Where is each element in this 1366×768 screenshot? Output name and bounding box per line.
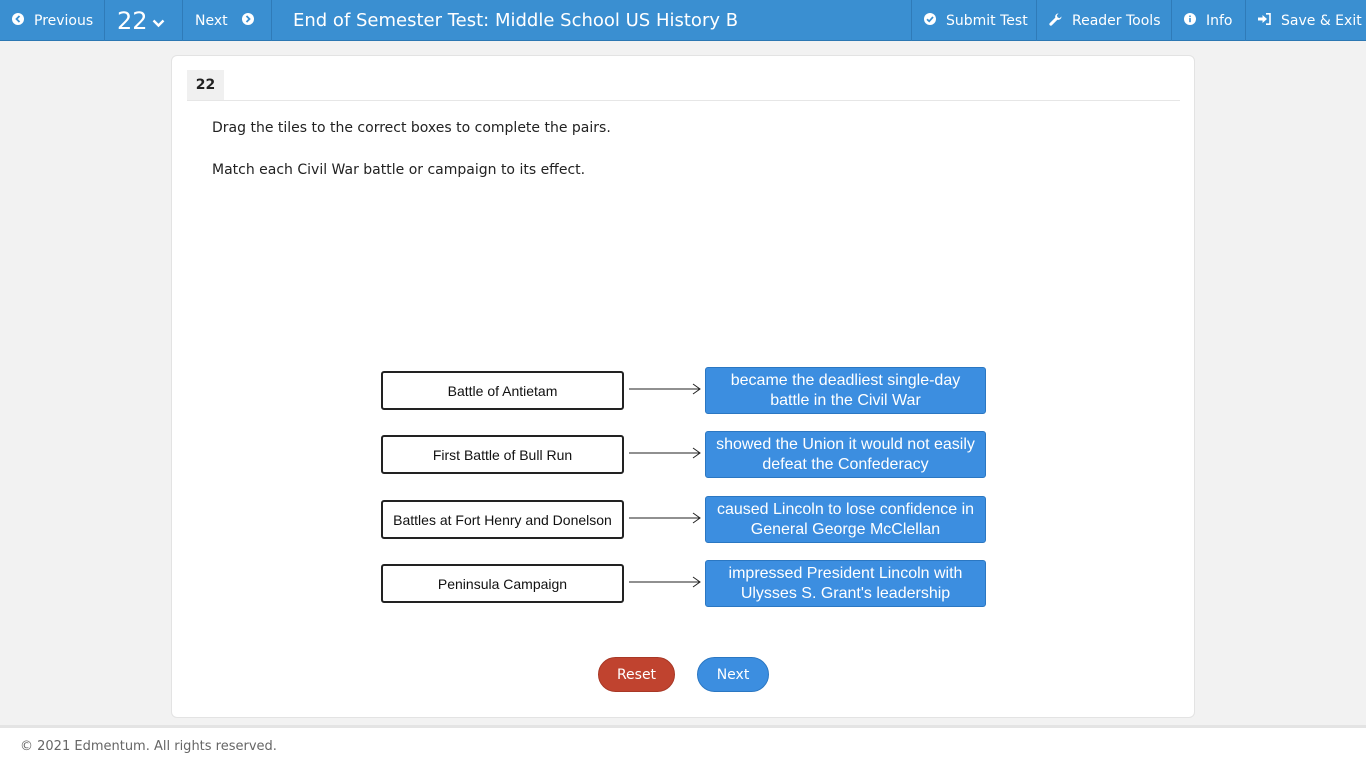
submit-test-label: Submit Test [946, 12, 1028, 29]
next-label: Next [195, 12, 228, 29]
header-divider [187, 100, 1180, 101]
answer-tile[interactable]: became the deadliest single-day battle in the Civil War [705, 367, 986, 414]
submit-test-button[interactable] [911, 0, 1037, 41]
answer-tile[interactable]: showed the Union it would not easily defeat the Confederacy [705, 431, 986, 478]
info-label: Info [1206, 12, 1233, 29]
footer [0, 728, 1366, 768]
term-box: First Battle of Bull Run [381, 435, 624, 474]
arrow-right-icon [629, 383, 702, 395]
reader-tools-button[interactable] [1037, 0, 1172, 41]
term-box: Peninsula Campaign [381, 564, 624, 603]
info-button[interactable] [1172, 0, 1246, 41]
previous-button[interactable] [0, 0, 105, 41]
arrow-right-icon [629, 447, 702, 459]
check-circle-icon [924, 13, 936, 28]
question-number-label: 22 [117, 6, 148, 35]
reset-button[interactable]: Reset [598, 657, 675, 692]
save-exit-label: Save & Exit [1281, 12, 1362, 29]
arrow-right-icon [629, 576, 702, 588]
arrow-left-circle-icon [12, 13, 24, 28]
arrow-right-circle-icon [242, 13, 254, 28]
test-title: End of Semester Test: Middle School US History B [293, 10, 739, 31]
wrench-icon [1049, 13, 1062, 29]
info-circle-icon [1184, 13, 1196, 28]
reader-tools-label: Reader Tools [1072, 12, 1161, 29]
term-box: Battle of Antietam [381, 371, 624, 410]
top-toolbar [0, 0, 1366, 41]
answer-tile[interactable]: caused Lincoln to lose confidence in General George McClellan [705, 496, 986, 543]
question-number-badge: 22 [187, 70, 224, 100]
sign-in-icon [1258, 13, 1271, 28]
previous-label: Previous [34, 12, 94, 29]
copyright-text: © 2021 Edmentum. All rights reserved. [20, 739, 277, 754]
question-number-dropdown[interactable] [105, 0, 183, 41]
instruction-text: Drag the tiles to the correct boxes to complete the pairs. [212, 120, 611, 136]
arrow-right-icon [629, 512, 702, 524]
chevron-down-icon [152, 16, 165, 32]
question-card [171, 55, 1195, 718]
save-exit-button[interactable] [1246, 0, 1366, 41]
next-button[interactable]: Next [697, 657, 769, 692]
answer-tile[interactable]: impressed President Lincoln with Ulysses S. Grant's leadership [705, 560, 986, 607]
term-box: Battles at Fort Henry and Donelson [381, 500, 624, 539]
next-question-button[interactable] [183, 0, 272, 41]
prompt-text: Match each Civil War battle or campaign to its effect. [212, 162, 586, 178]
